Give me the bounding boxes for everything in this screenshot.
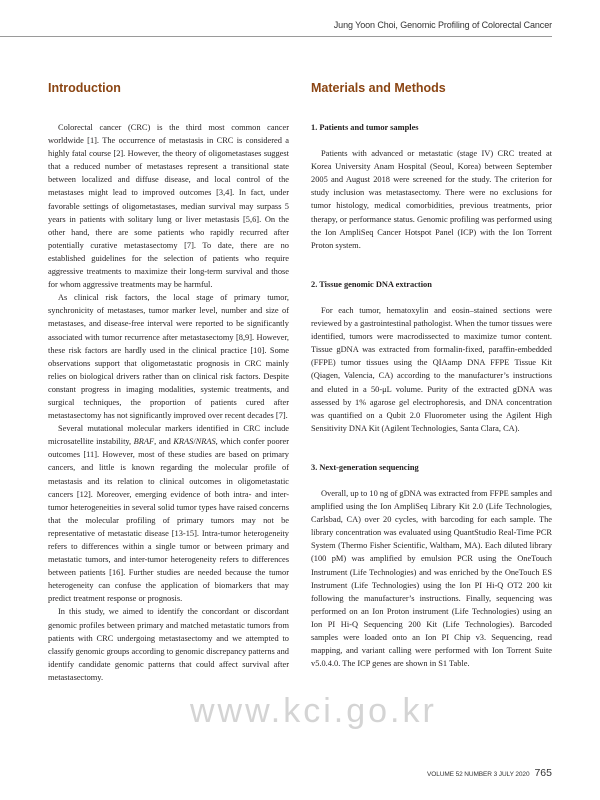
left-column xyxy=(48,80,289,684)
p3-text-a: Several mutational molecular markers identified in CRC include microsatellite instability, xyxy=(48,424,289,447)
header-rule xyxy=(0,36,552,37)
subsection-heading-2: 2. Tissue genomic DNA extraction xyxy=(311,279,432,289)
subsection-heading-3: 3. Next-generation sequencing xyxy=(311,462,419,472)
page-number: 765 xyxy=(534,767,552,779)
subsection-heading-1: 1. Patients and tumor samples xyxy=(311,123,419,132)
intro-paragraph-4: In this study, we aimed to identify the concordant or discordant genomic profiles between primary and matched metastatic tumors from patients with CRC undergoing metastasectomy and we attempted to classify genomic groups according to genomic discrepancy patterns and identify candidate genomic patterns that could affect survival after metastasectomy. xyxy=(48,607,289,682)
intro-paragraph-2: As clinical risk factors, the local stage of primary tumor, synchronicity of metastases, tumor marker level, number and size of metastases, and disease-free interval were reported to be significantly associated with tumor recurrence after metastasectomy [8,9]. However, these risk factors are hardly used in the clinical practice [10]. Some observations support that oligometastatic prognosis in CRC mainly relies on biological drivers rather than on clinical risk factors. Despite constant progress in imaging modalities, systemic treatments, and surgical techniques, the proportion of patients cured after metastasectomy has not significantly improved over recent decades [7]. xyxy=(48,293,289,421)
p3-slash: / xyxy=(193,437,196,447)
gene-nras: NRAS xyxy=(195,437,216,447)
right-column xyxy=(311,80,552,670)
section-title-introduction: Introduction xyxy=(48,81,121,95)
p3-text-d: , which confer poorer outcomes [11]. However, most of these studies are based on primary cancers, and little is known regarding the molecular profile of metastasis and its relation to clinical outcomes in oligometastatic cancers [12]. Moreover, emerging evidence of both intra- and inter-tumor heterogeneities in several solid tumor types have raised concerns that the molecular profiling of primary tumors may not be representative of metastatic disease [13-15]. Intra-tumor heterogeneity refers to differences within a single tumor or between primary and metastatic tumors, and inter-tumor heterogeneity refers to differences between patients [16]. Further studies are needed because the tumor heterogeneity can confuse the application of biomarkers that may predict treatment response or prognosis. xyxy=(48,437,289,604)
intro-paragraph-3 xyxy=(48,422,289,605)
methods-paragraph-1: Patients with advanced or metastatic (stage IV) CRC treated at Korea University Anam Hospital (Seoul, Korea) between September 2005 and August 2018 were screened for the study. The criterion for study inclusion was metastasectomy. There were no exclusions for tumor histology, medical comorbidities, previous treatments, prior therapy, or performance status. Genomic profiling was performed using the Ion AmpliSeq Cancer Hotspot Panel (ICP) with the Ion Torrent Proton system. xyxy=(311,149,552,250)
methods-paragraph-3: Overall, up to 10 ng of gDNA was extracted from FFPE samples and amplified using the Ion AmpliSeq Library Kit 2.0 (Life Technologies, Carlsbad, CA) over 20 cycles, with barcoding for each sample. The library concentration was evaluated using QuantStudio Real-Time PCR System (Thermo Fisher Scientific, Waltham, MA). Each diluted library (100 pM) was amplified by emulsion PCR using the OneTouch Instrument (Life Technologies) and was enriched by the OneTouch ES Instrument (Life Technologies) using the Ion PI Hi-Q OT2 200 kit following the manufacturer’s instructions. Finally, sequencing was performed on an Ion Proton instrument (Life Technologies) using an Ion PI Hi-Q Sequencing 200 Kit (Life Technologies). Barcoded samples were loaded onto an Ion PI Chip v3. Sequencing, read mapping, and variant calling were performed with Ion Torrent Suite v5.0.4.0. The ICP genes are shown in S1 Table. xyxy=(311,488,552,669)
watermark: www.kci.go.kr xyxy=(190,692,437,730)
page-footer xyxy=(0,763,552,781)
footer-volume: VOLUME 52 NUMBER 3 JULY 2020 xyxy=(427,771,530,778)
methods-paragraph-2: For each tumor, hematoxylin and eosin–stained sections were reviewed by a gastrointestinal pathologist. When the tumor tissues were identified, tumors were macrodissected to maximize tumor content. Tissue gDNA was extracted from formalin-fixed, paraffin-embedded (FFPE) tumor tissues using the QIAamp DNA FFPE Tissue Kit (Qiagen, Valencia, CA) according to the manufacturer’s instructions and eluted in a 50-μL volume. Purity of the extracted gDNA was assessed by 1% agarose gel electrophoresis, and DNA concentration was quantified on a Qubit 2.0 Fluorometer using the Agilent High Sensitivity DNA Kit (Agilent Technologies, Santa Clara, CA). xyxy=(311,305,552,433)
gene-kras: KRAS xyxy=(173,437,194,447)
p3-text-b: , and xyxy=(154,437,174,447)
gene-braf: BRAF xyxy=(133,437,155,447)
intro-paragraph-1: Colorectal cancer (CRC) is the third most common cancer worldwide [1]. The occurrence of metastasis in CRC is considered a highly fatal course [2]. However, the theory of oligometastases suggest that a reduced number of metastases represent a transitional state between localized and diffuse disease, and local control of the metastases might lead to improved outcomes [3,4]. In fact, under favorable settings of oligometastases, median survival may surpass 5 years in patients with solitary lung or liver metastasis [5,6]. On the other hand, there are some patients who rapidly recurred after potentially curative metastasectomy [7]. To date, there are no established guidelines for the selection of patients who require aggressive treatments to maximize their long-term survival and those for whom aggressive treatments may be harmful. xyxy=(48,123,289,290)
running-head: Jung Yoon Choi, Genomic Profiling of Colorectal Cancer xyxy=(333,20,552,30)
section-title-methods: Materials and Methods xyxy=(311,81,446,95)
